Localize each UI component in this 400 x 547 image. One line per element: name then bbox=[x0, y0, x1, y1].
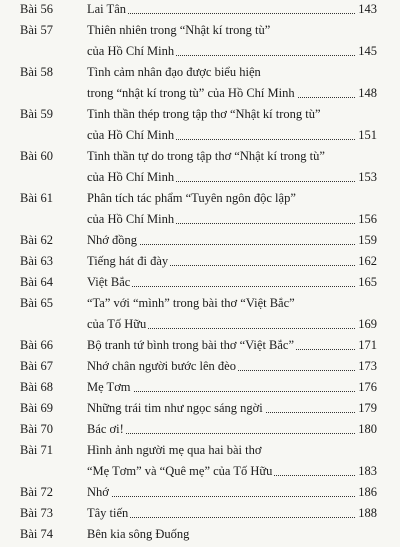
lesson-number: Bài 68 bbox=[20, 380, 53, 394]
lesson-number: Bài 57 bbox=[20, 23, 53, 37]
lesson-title-line: Những trái tim như ngọc sáng ngời bbox=[87, 401, 263, 415]
lesson-title-line: Tình cảm nhân đạo được biểu hiện bbox=[87, 65, 261, 79]
page-number: 179 bbox=[358, 401, 377, 415]
lesson-title-line: Nhớ chân người bước lên đèo bbox=[87, 359, 236, 373]
lesson-title-line: Thiên nhiên trong “Nhật kí trong tù” bbox=[87, 23, 271, 37]
lesson-number: Bài 70 bbox=[20, 422, 53, 436]
lesson-number: Bài 72 bbox=[20, 485, 53, 499]
lesson-title-line: “Mẹ Tơm” và “Quê mẹ” của Tố Hữu bbox=[87, 464, 273, 478]
page-number: 188 bbox=[358, 506, 377, 520]
page-number: 171 bbox=[358, 338, 377, 352]
lesson-number: Bài 60 bbox=[20, 149, 53, 163]
lesson-title-line: Nhớ bbox=[87, 485, 109, 499]
page-number: 183 bbox=[358, 464, 377, 478]
lesson-title-line: của Hồ Chí Minh bbox=[87, 212, 175, 226]
lesson-number: Bài 64 bbox=[20, 275, 53, 289]
page-number: 151 bbox=[358, 128, 377, 142]
page-number: 148 bbox=[358, 86, 377, 100]
lesson-title-line: trong “nhật kí trong tù” của Hồ Chí Minh bbox=[87, 86, 295, 100]
lesson-title-line: của Hồ Chí Minh bbox=[87, 128, 175, 142]
lesson-number: Bài 58 bbox=[20, 65, 53, 79]
lesson-number: Bài 74 bbox=[20, 527, 53, 541]
lesson-number: Bài 63 bbox=[20, 254, 53, 268]
lesson-number: Bài 73 bbox=[20, 506, 53, 520]
lesson-title-line: Phân tích tác phẩm “Tuyên ngôn độc lập” bbox=[87, 191, 296, 205]
lesson-number: Bài 61 bbox=[20, 191, 53, 205]
lesson-number: Bài 69 bbox=[20, 401, 53, 415]
page-number: 176 bbox=[358, 380, 377, 394]
lesson-number: Bài 56 bbox=[20, 2, 53, 16]
lesson-title-line: Tiếng hát đi đày bbox=[87, 254, 169, 268]
page-number: 156 bbox=[358, 212, 377, 226]
page-number: 186 bbox=[358, 485, 377, 499]
lesson-title-line: Bác ơi! bbox=[87, 422, 124, 436]
lesson-title-line: của Tố Hữu bbox=[87, 317, 147, 331]
page-number: 143 bbox=[358, 2, 377, 16]
lesson-title-line: Bộ tranh tứ bình trong bài thơ “Việt Bắc” bbox=[87, 338, 295, 352]
lesson-number: Bài 66 bbox=[20, 338, 53, 352]
lesson-title-line: Tây tiến bbox=[87, 506, 129, 520]
page-number: 169 bbox=[358, 317, 377, 331]
lesson-number: Bài 71 bbox=[20, 443, 53, 457]
page-number: 165 bbox=[358, 275, 377, 289]
lesson-number: Bài 59 bbox=[20, 107, 53, 121]
page-number: 173 bbox=[358, 359, 377, 373]
page-number: 145 bbox=[358, 44, 377, 58]
lesson-number: Bài 62 bbox=[20, 233, 53, 247]
page-number: 180 bbox=[358, 422, 377, 436]
lesson-title-line: Tinh thần thép trong tập thơ “Nhật kí trong tù” bbox=[87, 107, 321, 121]
page-number: 159 bbox=[358, 233, 377, 247]
lesson-title-line: Việt Bắc bbox=[87, 275, 131, 289]
page-number: 153 bbox=[358, 170, 377, 184]
lesson-title-line: Nhớ đồng bbox=[87, 233, 138, 247]
page-number: 162 bbox=[358, 254, 377, 268]
lesson-title-line: “Ta” với “mình” trong bài thơ “Việt Bắc” bbox=[87, 296, 295, 310]
lesson-number: Bài 65 bbox=[20, 296, 53, 310]
lesson-title-line: của Hồ Chí Minh bbox=[87, 44, 175, 58]
lesson-number: Bài 67 bbox=[20, 359, 53, 373]
lesson-title-line: Tinh thần tự do trong tập thơ “Nhật kí trong tù” bbox=[87, 149, 325, 163]
lesson-title-line: Lai Tân bbox=[87, 2, 126, 16]
lesson-title-line: Mẹ Tơm bbox=[87, 380, 131, 394]
lesson-title-line: Bên kia sông Đuống bbox=[87, 527, 190, 541]
lesson-title-line: của Hồ Chí Minh bbox=[87, 170, 175, 184]
lesson-title-line: Hình ảnh người mẹ qua hai bài thơ bbox=[87, 443, 262, 457]
